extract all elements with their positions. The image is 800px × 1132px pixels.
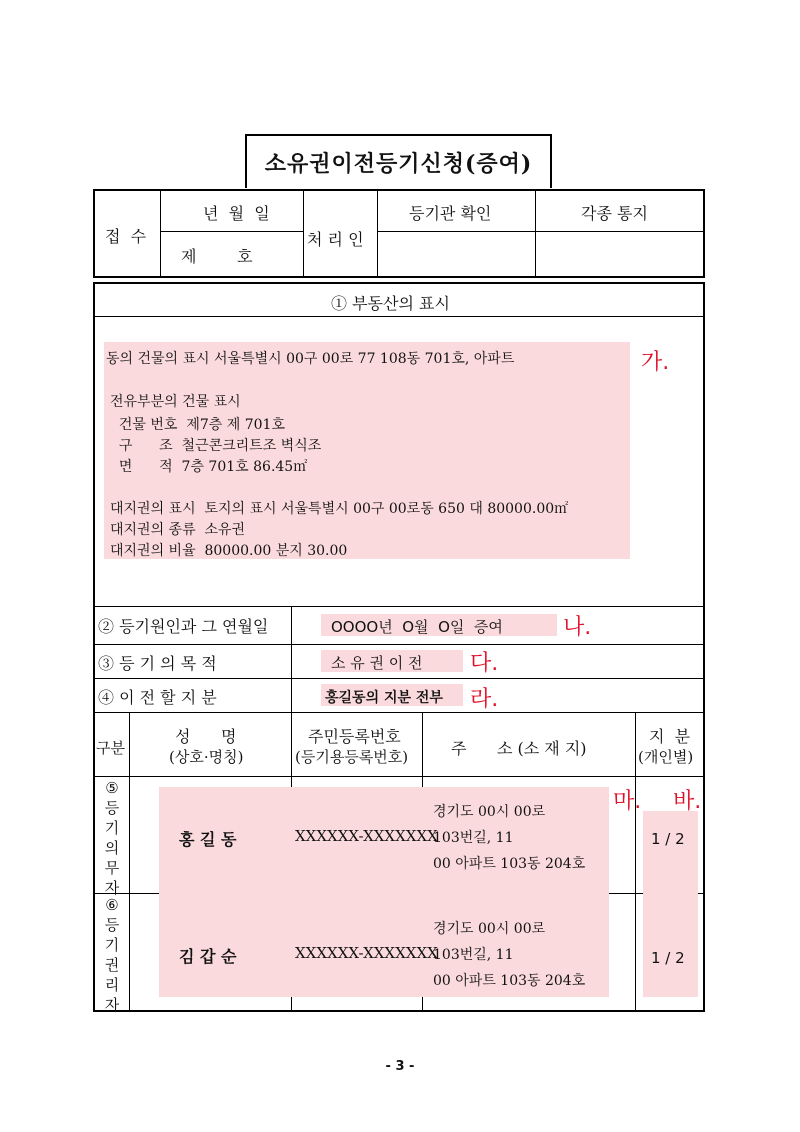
- page-number: - 3 -: [385, 1059, 415, 1074]
- col-id-sub: (등기용등록번호): [295, 748, 409, 766]
- land-right-type: 대지권의 종류 소유권: [110, 522, 246, 538]
- section3-value: 소 유 권 이 전: [331, 654, 423, 672]
- obligee-address-3: 00 아파트 103동 204호: [433, 973, 586, 989]
- marker-na: 나.: [563, 615, 592, 640]
- obligor-address-2: 103번길, 11: [433, 830, 514, 846]
- land-right-ratio: 대지권의 비율 80000.00 분지 30.00: [110, 543, 348, 559]
- marker-ra: 라.: [470, 687, 499, 712]
- notices-label: 각종 통지: [581, 204, 648, 223]
- receipt-label: 접 수: [105, 227, 147, 246]
- number-label: 제 호: [181, 247, 253, 266]
- section2-value: OOOO년 O월 O일 증여: [331, 618, 503, 636]
- registry-check-label: 등기관 확인: [409, 204, 492, 223]
- col-address: 주 소 (소 재 지): [451, 739, 587, 758]
- obligor-share: 1 / 2: [651, 830, 685, 848]
- section3-label: ③ 등 기 의 목 적: [98, 654, 217, 673]
- main-table: [93, 282, 705, 1012]
- obligee-id: XXXXXX-XXXXXXX: [295, 944, 438, 962]
- obligor-id: XXXXXX-XXXXXXX: [295, 827, 438, 845]
- obligor-label: ⑤ 등 기 의 무 자: [104, 779, 120, 897]
- building-structure: 구 조 철근콘크리트조 벽식조: [110, 438, 322, 454]
- obligee-name: 김 갑 순: [179, 947, 237, 966]
- exclusive-header: 전유부분의 건물 표시: [110, 394, 241, 410]
- obligee-label: ⑥ 등 기 권 리 자: [104, 896, 120, 1014]
- marker-ba: 바.: [673, 789, 702, 814]
- marker-ma: 마.: [613, 789, 642, 814]
- receipt-header-table: [93, 189, 705, 278]
- col-id: 주민등록번호: [308, 727, 401, 746]
- obligee-address-2: 103번길, 11: [433, 947, 514, 963]
- col-name-sub: (상호·명칭): [169, 748, 244, 766]
- building-area: 면 적 7층 701호 86.45㎡: [110, 459, 308, 475]
- marker-ga: 가.: [641, 350, 670, 375]
- col-category: 구분: [96, 739, 125, 757]
- section4-label: ④ 이 전 할 지 분: [98, 688, 217, 707]
- col-share: 지 분: [649, 727, 691, 746]
- col-share-sub: (개인별): [638, 748, 694, 766]
- form-title: 소유권이전등기신청(증여): [245, 134, 552, 188]
- marker-da: 다.: [470, 651, 499, 676]
- obligee-address-1: 경기도 00시 00로: [433, 921, 546, 937]
- section1-heading: ① 부동산의 표시: [331, 294, 450, 313]
- section2-label: ② 등기원인과 그 연월일: [98, 617, 269, 636]
- section4-value: 홍길동의 지분 전부: [325, 690, 443, 706]
- processor-label: 처 리 인: [307, 230, 364, 249]
- land-right-display: 대지권의 표시 토지의 표시 서울특별시 00구 00로동 650 대 80000.00㎡: [110, 501, 569, 517]
- date-label: 년 월 일: [203, 204, 270, 223]
- obligor-name: 홍 길 동: [179, 830, 237, 849]
- obligee-share: 1 / 2: [651, 949, 685, 967]
- obligor-address-1: 경기도 00시 00로: [433, 804, 546, 820]
- col-name: 성 명: [175, 727, 237, 746]
- building-number: 건물 번호 제7층 제 701호: [110, 417, 285, 433]
- building-display: 동의 건물의 표시 서울특별시 00구 00로 77 108동 701호, 아파트: [106, 351, 515, 367]
- obligor-address-3: 00 아파트 103동 204호: [433, 856, 586, 872]
